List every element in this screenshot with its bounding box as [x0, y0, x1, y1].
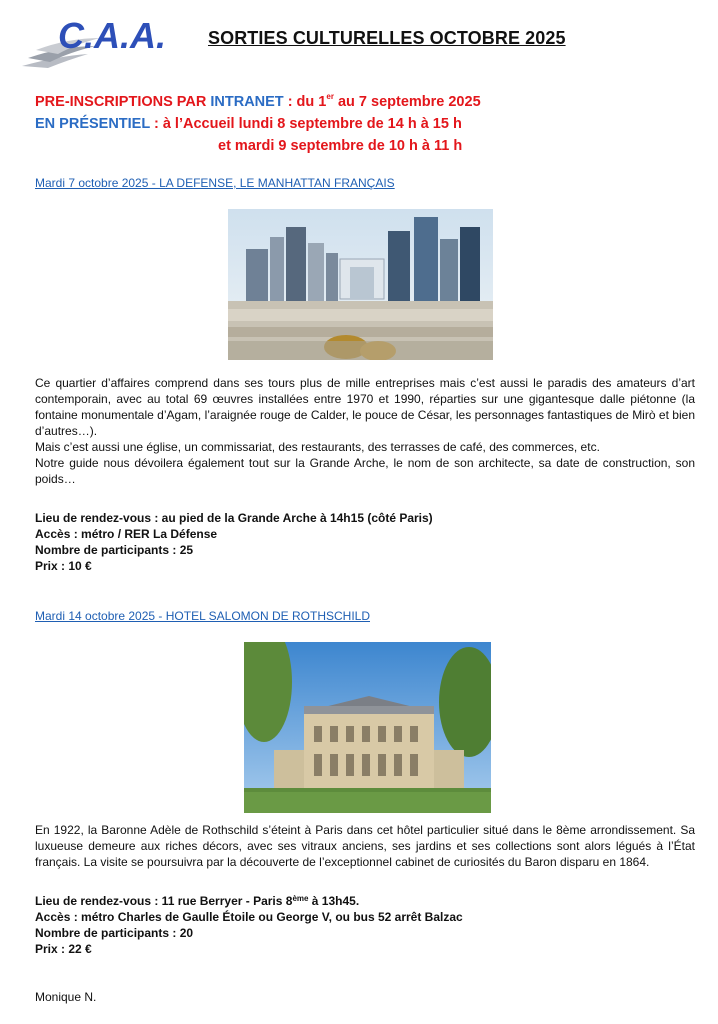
hotel-rothschild-photo: [244, 642, 491, 813]
presentiel-notice-line2: et mardi 9 septembre de 10 h à 11 h: [218, 138, 463, 154]
la-defense-photo: [228, 209, 493, 360]
preinscription-prefix: PRE-INSCRIPTIONS PAR: [35, 94, 211, 110]
event2-meeting-prefix: Lieu de rendez-vous : 11 rue Berryer - Paris 8: [35, 894, 293, 908]
event2-participants: Nombre de participants : 20: [35, 926, 194, 940]
event1-desc-paragraph-1: Ce quartier d’affaires comprend dans ses tours plus de mille entreprises mais c’est aussi le paradis des amateurs d’art contemporain, avec au total 69 œuvres installées entre 1970 et 1990, réparties sur une gigantesque dalle piétonne (la fontaine monumentale d’Agam, l’araignée rouge de Calder, le pouce de César, les personnages fantastiques de Mirò et bien d’autres…).: [35, 376, 695, 438]
signature: Monique N.: [35, 990, 97, 1004]
event2-title[interactable]: Mardi 14 octobre 2025 - HOTEL SALOMON DE ROTHSCHILD: [35, 609, 370, 623]
event1-access: Accès : métro / RER La Défense: [35, 527, 218, 541]
event1-meeting: Lieu de rendez-vous : au pied de la Grande Arche à 14h15 (côté Paris): [35, 511, 433, 525]
event1-price: Prix : 10 €: [35, 559, 92, 573]
presentiel-notice: [35, 116, 462, 132]
event2-price: Prix : 22 €: [35, 942, 92, 956]
event1-desc-paragraph-2: Mais c’est aussi une église, un commissariat, des restaurants, des terrasses de café, des commerces, etc.: [35, 440, 600, 454]
event2-meeting-suffix: à 13h45.: [308, 894, 360, 908]
preinscription-suffix: au 7 septembre 2025: [333, 94, 481, 110]
event1-description: [35, 375, 695, 487]
intranet-label: INTRANET: [210, 94, 284, 110]
event1-desc-paragraph-3: Notre guide nous dévoilera également tout sur la Grande Arche, le nom de son architecte, sa date de construction, son poids…: [35, 456, 695, 486]
event2-meeting-sup: ème: [292, 894, 309, 903]
page-title: SORTIES CULTURELLES OCTOBRE 2025: [208, 28, 566, 48]
event2-access: Accès : métro Charles de Gaulle Étoile ou George V, ou bus 52 arrêt Balzac: [35, 910, 463, 924]
event1-info: [35, 510, 433, 574]
event2-info: [35, 893, 463, 957]
presentiel-label: EN PRÉSENTIEL: [35, 116, 150, 132]
preinscription-sup: er: [326, 92, 334, 101]
presentiel-details: : à l’Accueil lundi 8 septembre de 14 h à 15 h: [149, 116, 462, 132]
event2-meeting: [35, 893, 463, 909]
event1-title[interactable]: Mardi 7 octobre 2025 - LA DEFENSE, LE MANHATTAN FRANÇAIS: [35, 176, 395, 190]
logo-text: C.A.A.: [58, 15, 166, 56]
event2-description: En 1922, la Baronne Adèle de Rothschild s’éteint à Paris dans cet hôtel particulier situé dans le 8ème arrondissement. Sa luxueuse demeure aux riches décors, avec ses vitraux anciens, ses jardins et ses collections sont alors légués à l’État français. La visite se poursuivra par la découverte de l’exceptionnel cabinet de curiosités du Baron disparu en 1864.: [35, 823, 695, 869]
caa-logo: [18, 8, 168, 72]
event1-participants: Nombre de participants : 25: [35, 543, 194, 557]
preinscription-notice: [35, 94, 481, 110]
preinscription-mid: : du 1: [283, 94, 327, 110]
